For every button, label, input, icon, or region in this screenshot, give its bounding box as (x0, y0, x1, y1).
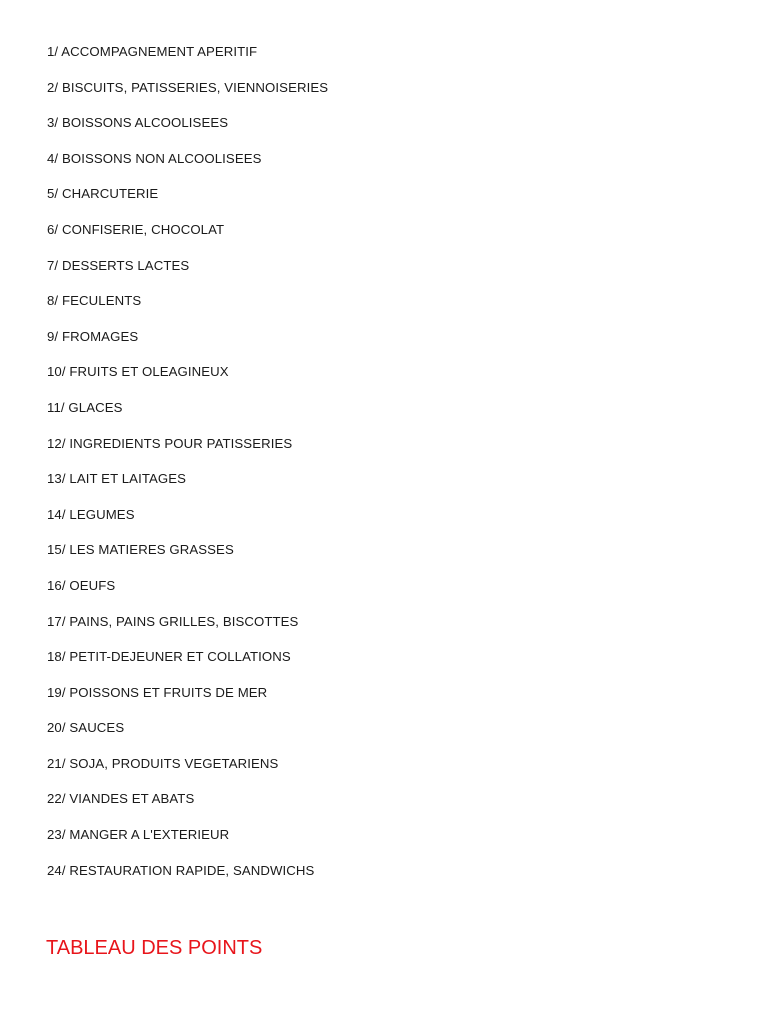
list-item: 10/ FRUITS ET OLEAGINEUX (47, 364, 229, 380)
list-item: 16/ OEUFS (47, 577, 116, 593)
list-item: 22/ VIANDES ET ABATS (47, 791, 195, 807)
section-heading: TABLEAU DES POINTS (46, 937, 263, 959)
category-list (47, 43, 328, 897)
list-item: 17/ PAINS, PAINS GRILLES, BISCOTTES (47, 613, 299, 629)
list-item: 24/ RESTAURATION RAPIDE, SANDWICHS (47, 862, 315, 878)
list-item: 3/ BOISSONS ALCOOLISEES (47, 115, 229, 131)
list-item: 13/ LAIT ET LAITAGES (47, 471, 187, 487)
list-item: 18/ PETIT-DEJEUNER ET COLLATIONS (47, 649, 291, 665)
list-item: 21/ SOJA, PRODUITS VEGETARIENS (47, 755, 279, 771)
list-item: 11/ GLACES (47, 399, 123, 415)
list-item: 12/ INGREDIENTS POUR PATISSERIES (47, 435, 293, 451)
list-item: 7/ DESSERTS LACTES (47, 257, 190, 273)
list-item: 6/ CONFISERIE, CHOCOLAT (47, 221, 225, 237)
list-item: 15/ LES MATIERES GRASSES (47, 542, 234, 558)
list-item: 8/ FECULENTS (47, 293, 142, 309)
list-item: 23/ MANGER A L'EXTERIEUR (47, 827, 230, 843)
list-item: 4/ BOISSONS NON ALCOOLISEES (47, 150, 262, 166)
list-item: 5/ CHARCUTERIE (47, 186, 159, 202)
list-item: 1/ ACCOMPAGNEMENT APERITIF (47, 44, 258, 59)
list-item: 14/ LEGUMES (47, 506, 135, 522)
list-item: 2/ BISCUITS, PATISSERIES, VIENNOISERIES (47, 79, 329, 95)
list-item: 19/ POISSONS ET FRUITS DE MER (47, 684, 268, 700)
list-item: 20/ SAUCES (47, 720, 125, 736)
list-item: 9/ FROMAGES (47, 328, 139, 344)
